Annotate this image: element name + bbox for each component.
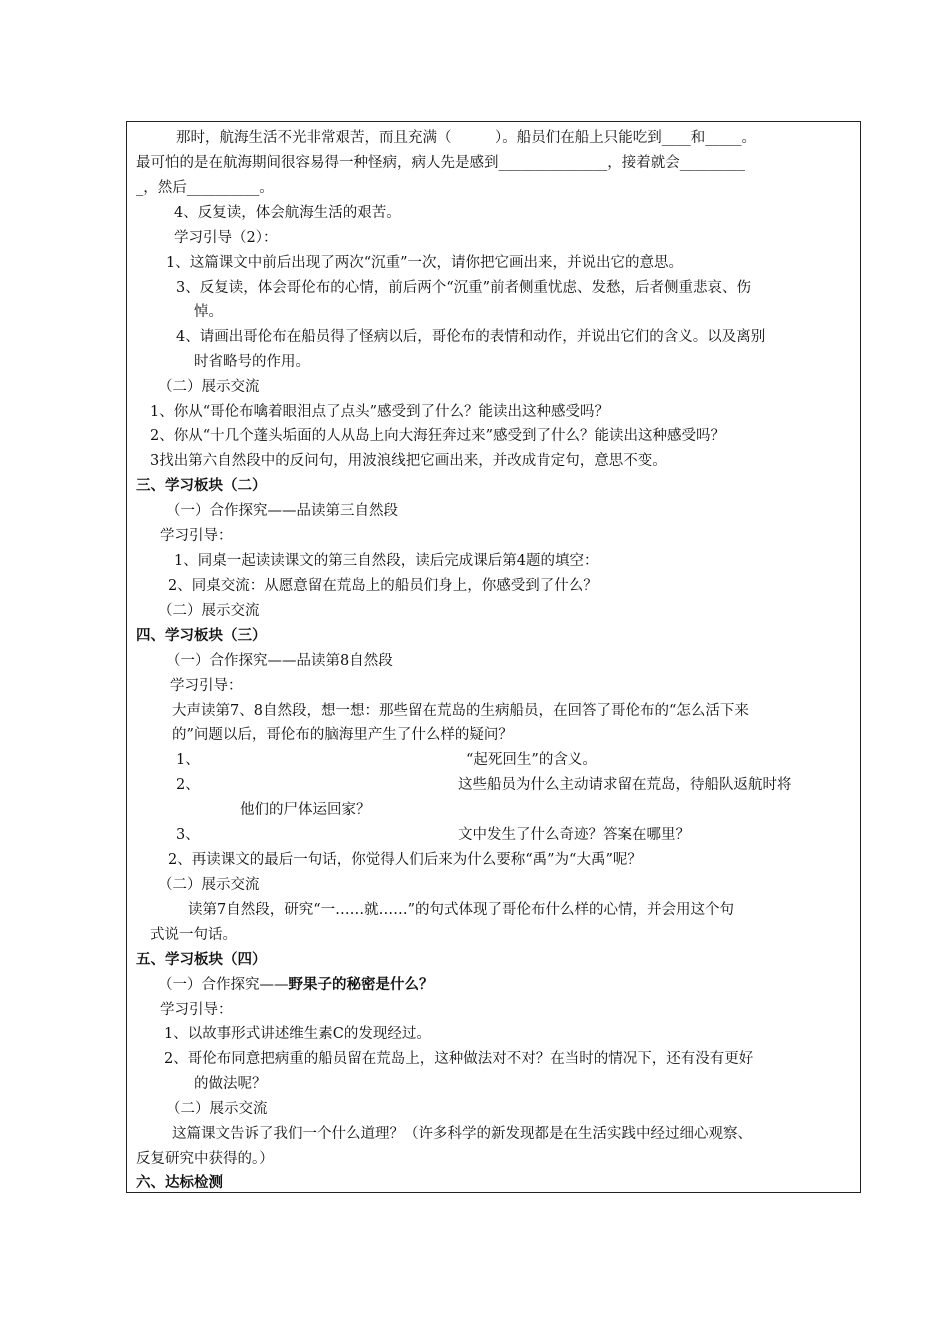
list-item: 2、你从“十几个蓬头垢面的人从岛上向大海狂奔过来”感受到了什么？能读出这种感受吗？: [150, 428, 726, 444]
paragraph-line: 4、反复读，体会航海生活的艰苦。: [174, 205, 401, 221]
list-item: 1、以故事形式讲述维生素C的发现经过。: [164, 1026, 431, 1042]
subsection-heading: （二）展示交流: [158, 379, 260, 395]
list-item: 4、请画出哥伦布在船员得了怪病以后，哥伦布的表情和动作，并说出它们的含义。以及离别: [176, 329, 766, 345]
paragraph-line: 这篇课文告诉了我们一个什么道理？（许多科学的新发现都是在生活实践中经过细心观察、: [172, 1126, 752, 1142]
list-item-number: 2、: [176, 777, 200, 793]
subsection-heading-prefix: （一）合作探究——: [158, 977, 289, 993]
list-item-continuation: 他们的尸体运回家？: [240, 802, 371, 818]
subsection-heading: （二）展示交流: [158, 603, 260, 619]
paragraph-line: 读第7自然段，研究“一……就……”的句式体现了哥伦布什么样的心情，并会用这个句: [188, 902, 735, 918]
subsection-heading: （二）展示交流: [158, 877, 260, 893]
list-item: 2、哥伦布同意把病重的船员留在荒岛上，这种做法对不对？在当时的情况下，还有没有更好: [164, 1051, 754, 1067]
list-item: 1、同桌一起读读课文的第三自然段，读后完成课后第4题的填空：: [174, 553, 599, 569]
list-item: 2、同桌交流：从愿意留在荒岛上的船员们身上，你感受到了什么？: [168, 578, 598, 594]
subsection-heading: （一）合作探究——品读第三自然段: [166, 503, 398, 519]
list-item-continuation: 的做法呢？: [194, 1076, 267, 1092]
guide-heading: 学习引导：: [160, 528, 233, 544]
list-item: 1、你从“哥伦布噙着眼泪点了点头”感受到了什么？能读出这种感受吗？: [150, 404, 610, 420]
guide-heading: 学习引导：: [160, 1002, 233, 1018]
subsection-heading: （二）展示交流: [166, 1101, 268, 1117]
paragraph-line: 的”问题以后，哥伦布的脑海里产生了什么样的疑问？: [172, 727, 513, 743]
paragraph-line: 那时，航海生活不光非常艰苦，而且充满（ ）。船员们在船上只能吃到____和_____。: [176, 130, 756, 146]
guide-heading: 学习引导（2）：: [174, 230, 278, 246]
list-item: 2、再读课文的最后一句话，你觉得人们后来为什么要称“禹”为“大禹”呢？: [168, 852, 642, 868]
list-item: 3、反复读，体会哥伦布的心情，前后两个“沉重”前者侧重忧虑、发愁，后者侧重悲哀、伤: [176, 280, 752, 296]
subsection-heading: （一）合作探究——品读第8自然段: [166, 653, 393, 669]
list-item-number: 3、: [176, 827, 200, 843]
subsection-heading-emphasis: 野果子的秘密是什么？: [288, 976, 434, 993]
list-item-continuation: 时省略号的作用。: [194, 354, 310, 370]
list-item-continuation: 悼。: [194, 304, 223, 320]
paragraph-line: 式说一句话。: [150, 927, 237, 943]
section-heading: 三、学习板块（二）: [136, 477, 267, 494]
guide-heading: 学习引导：: [170, 678, 243, 694]
section-heading: 四、学习板块（三）: [136, 627, 267, 644]
paragraph-line: 大声读第7、8自然段，想一想：那些留在荒岛的生病船员，在回答了哥伦布的“怎么活下来: [172, 703, 749, 719]
list-item: 这些船员为什么主动请求留在荒岛，待船队返航时将: [458, 777, 792, 793]
paragraph-line: _，然后__________。: [136, 180, 274, 196]
paragraph-line: 反复研究中获得的。）: [136, 1151, 274, 1167]
list-item: “起死回生”的含义。: [466, 752, 597, 768]
section-heading: 六、达标检测: [136, 1174, 223, 1191]
list-item-number: 1、: [176, 752, 200, 768]
list-item: 文中发生了什么奇迹？答案在哪里？: [458, 827, 690, 843]
list-item: 3找出第六自然段中的反问句，用波浪线把它画出来，并改成肯定句，意思不变。: [150, 453, 667, 469]
list-item: 1、这篇课文中前后出现了两次“沉重”一次，请你把它画出来，并说出它的意思。: [166, 255, 684, 271]
section-heading: 五、学习板块（四）: [136, 951, 267, 968]
paragraph-line: 最可怕的是在航海期间很容易得一种怪病，病人先是感到_______________，接着就会_________: [136, 155, 745, 171]
subsection-heading: [158, 975, 434, 995]
